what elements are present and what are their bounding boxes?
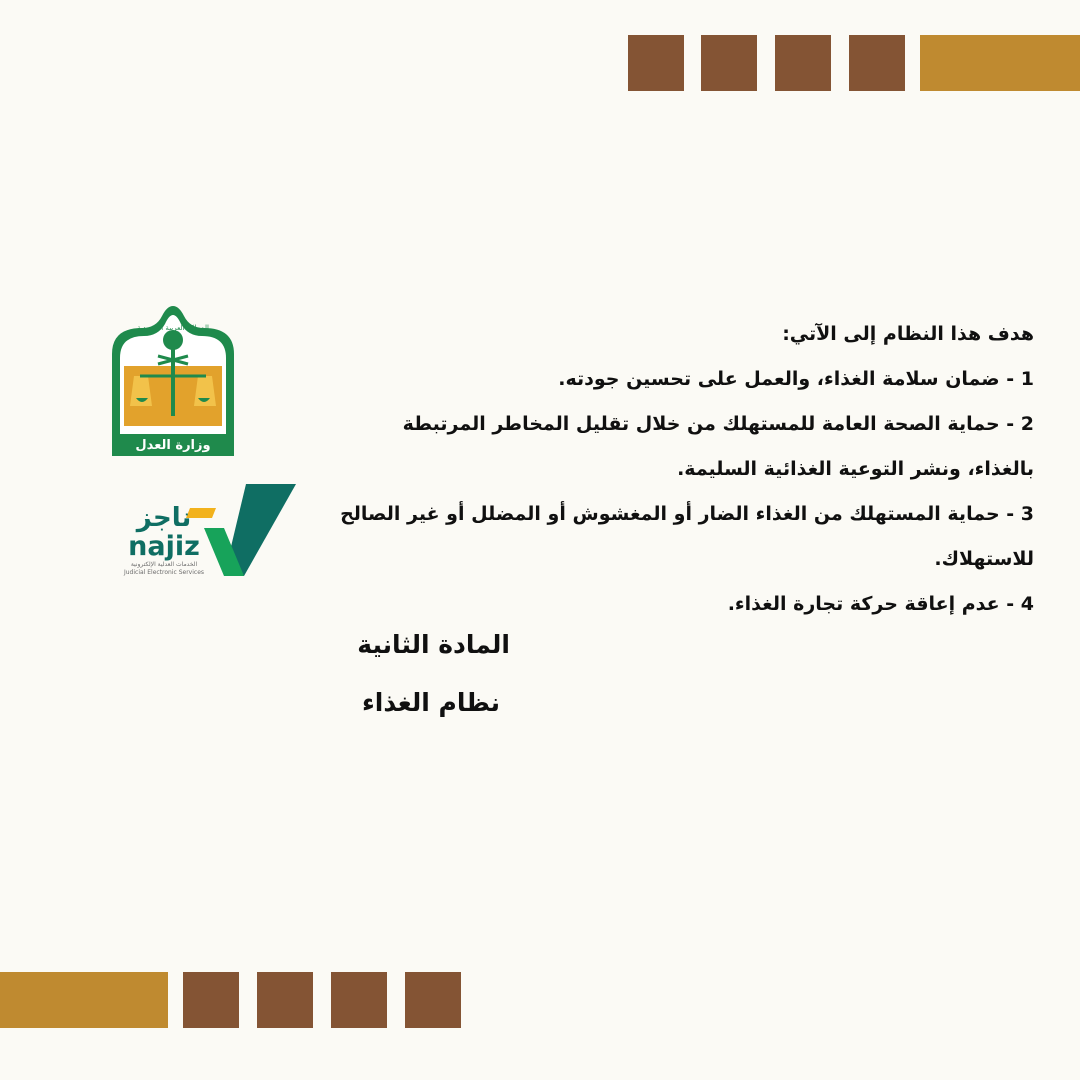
law-title: نظام الغذاء [361,688,500,717]
najiz-english-tagline: Judicial Electronic Services [123,569,205,576]
moj-bottom-text: وزارة العدل [135,438,211,453]
objective-item-3: 3 - حماية المستهلك من الغذاء الضار أو المغشوش أو المضلل أو غير الصالح للاستهلاك. [340,503,1034,570]
najiz-arabic-tagline: الخدمات العدلية الإلكترونية [130,561,198,568]
moj-top-text: المملكة العربية السعودية [137,324,209,332]
ministry-of-justice-logo [112,306,234,456]
objective-item-2: 2 - حماية الصحة العامة للمستهلك من خلال تقليل المخاطر المرتبطة بالغذاء، ونشر التوعية الغذائية السليمة. [402,413,1034,480]
bottom-square-4 [405,972,461,1028]
top-square-2 [701,35,757,91]
top-square-3 [775,35,831,91]
objective-item-1: 1 - ضمان سلامة الغذاء، والعمل على تحسين جودته. [558,368,1034,390]
law-objectives-text [340,312,1034,627]
objective-item-4: 4 - عدم إعاقة حركة تجارة الغذاء. [727,593,1034,615]
najiz-arabic-name: ناجز [136,503,192,533]
najiz-latin-name: najiz [128,531,200,562]
bottom-bar [0,972,168,1028]
top-square-4 [849,35,905,91]
article-title: المادة الثانية [357,630,510,659]
bottom-square-2 [257,972,313,1028]
najiz-logo [118,484,298,576]
bottom-square-3 [331,972,387,1028]
top-square-1 [628,35,684,91]
top-bar [920,35,1080,91]
bottom-square-1 [183,972,239,1028]
objectives-intro: هدف هذا النظام إلى الآتي: [782,323,1034,345]
